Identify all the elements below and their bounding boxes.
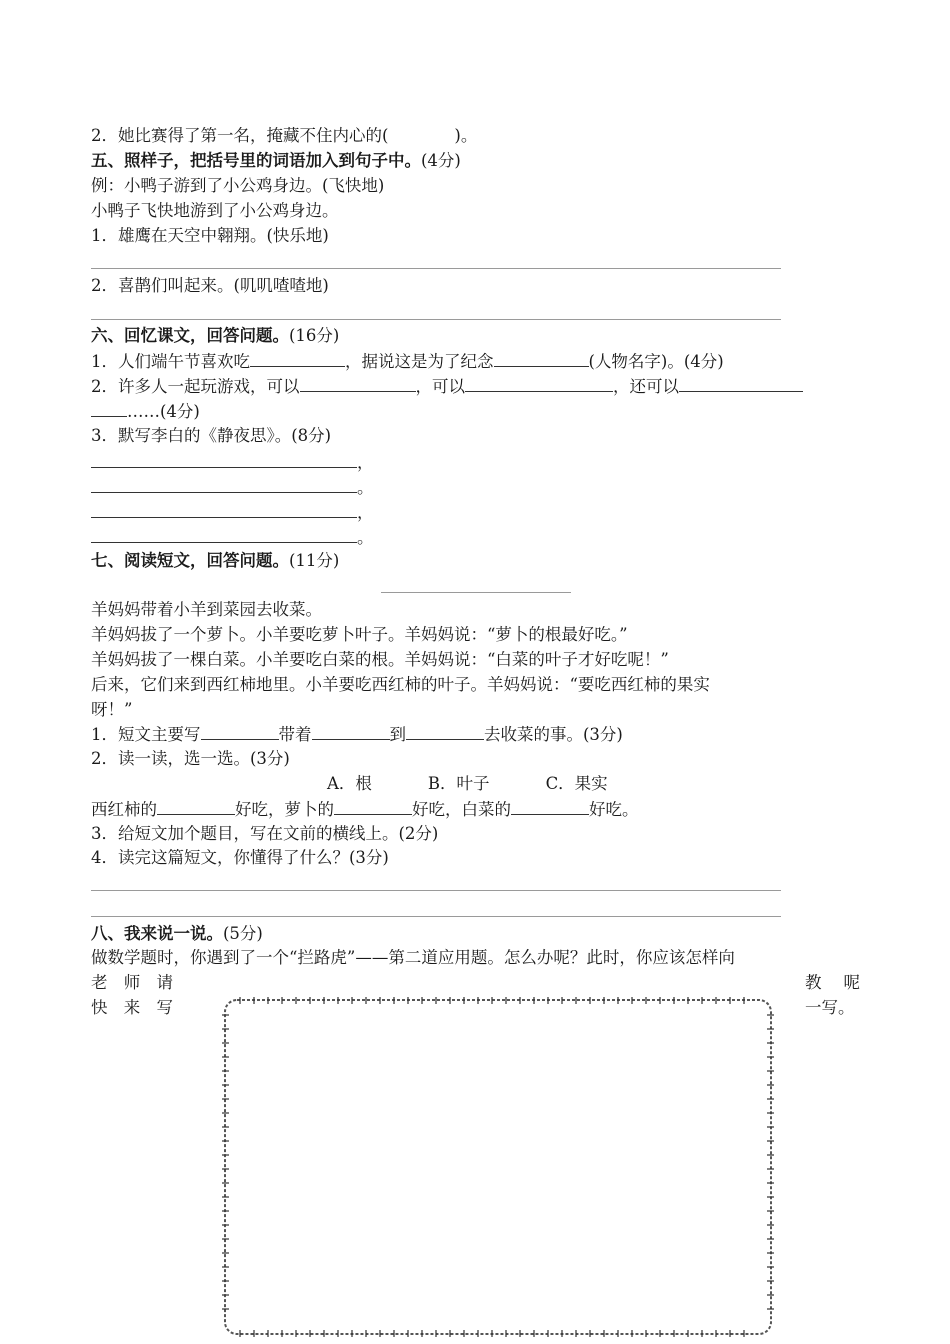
section-7-q1 bbox=[91, 722, 623, 747]
poem-line-3 bbox=[91, 500, 374, 525]
section-7-title: 七、阅读短文，回答问题。 bbox=[91, 551, 289, 570]
section-8-title: 八、我来说一说。 bbox=[91, 924, 223, 943]
fill-blank[interactable] bbox=[494, 349, 589, 367]
q2-text-b: ，可以 bbox=[415, 377, 465, 396]
option-a: A．根 bbox=[327, 774, 372, 793]
q1-text-b: ，据说这是为了纪念 bbox=[345, 352, 494, 371]
passage-p2: 羊妈妈拔了一个萝卜。小羊要吃萝卜叶子。羊妈妈说：“萝卜的根最好吃。” bbox=[91, 625, 628, 644]
section-7-score: (11分) bbox=[289, 551, 340, 570]
char: 师 bbox=[123, 973, 141, 992]
passage-p3: 羊妈妈拔了一棵白菜。小羊要吃白菜的根。羊妈妈说：“白菜的叶子才好吃呢！” bbox=[91, 650, 669, 669]
section-8-heading bbox=[91, 922, 263, 946]
q2-text-a: 2．许多人一起玩游戏，可以 bbox=[91, 377, 300, 396]
section-6-q2 bbox=[91, 374, 803, 399]
fill-text-a: 西红柿的 bbox=[91, 800, 157, 819]
char: 来 bbox=[123, 998, 141, 1017]
section-5-heading bbox=[91, 149, 461, 173]
section-8-score: (5分) bbox=[223, 924, 263, 943]
char: 教 bbox=[805, 973, 822, 992]
punct: ， bbox=[357, 503, 374, 522]
punct: 。 bbox=[357, 528, 374, 547]
section-5-q2: 2．喜鹊们叫起来。(叽叽喳喳地) bbox=[91, 276, 329, 295]
section-5-title: 五、照样子，把括号里的词语加入到句子中。 bbox=[91, 151, 421, 170]
q1-text-c: (人物名字)。(4分) bbox=[588, 352, 724, 371]
passage-p4: 后来，它们来到西红柿地里。小羊要吃西红柿的叶子。羊妈妈说：“要吃西红柿的果实 bbox=[91, 675, 710, 694]
passage-title-line[interactable] bbox=[381, 592, 571, 593]
char: 写 bbox=[156, 998, 173, 1017]
section-8-left-col-2 bbox=[91, 996, 173, 1020]
fill-blank[interactable] bbox=[250, 349, 345, 367]
section-7-fill bbox=[91, 797, 639, 822]
poem-line-4 bbox=[91, 525, 374, 550]
section-8-left-col-1 bbox=[91, 971, 173, 995]
q2-text-d: ……(4分) bbox=[127, 402, 200, 421]
question-2-prev: 2．她比赛得了第一名，掩藏不住内心的( )。 bbox=[91, 126, 478, 145]
punct: 。 bbox=[357, 478, 374, 497]
fill-blank[interactable] bbox=[91, 475, 357, 493]
char: 快 bbox=[91, 998, 108, 1017]
answer-line[interactable] bbox=[91, 319, 781, 320]
section-6-heading bbox=[91, 324, 339, 348]
fill-blank[interactable] bbox=[679, 374, 803, 392]
section-5-example-answer: 小鸭子飞快地游到了小公鸡身边。 bbox=[91, 201, 339, 220]
fill-blank[interactable] bbox=[157, 797, 235, 815]
section-5-score: (4分) bbox=[421, 151, 461, 170]
section-6-score: (16分) bbox=[289, 326, 340, 345]
fill-blank[interactable] bbox=[201, 722, 279, 740]
option-b: B．叶子 bbox=[427, 774, 490, 793]
section-6-q2-cont bbox=[91, 399, 200, 424]
q1-text-d: 去收菜的事。(3分) bbox=[484, 725, 623, 744]
fill-blank[interactable] bbox=[465, 374, 613, 392]
fill-blank[interactable] bbox=[91, 500, 357, 518]
section-7-q3: 3．给短文加个题目，写在文前的横线上。(2分) bbox=[91, 824, 439, 843]
frame-ticks bbox=[222, 997, 774, 1337]
section-8-right-col-1 bbox=[805, 971, 860, 995]
section-6-q1 bbox=[91, 349, 724, 374]
fill-blank[interactable] bbox=[406, 722, 484, 740]
fill-blank[interactable] bbox=[91, 450, 357, 468]
section-8-line1: 做数学题时，你遇到了一个“拦路虎”——第二道应用题。怎么办呢？此时，你应该怎样向 bbox=[91, 948, 735, 967]
fill-text-c: 好吃，白菜的 bbox=[412, 800, 511, 819]
fill-blank[interactable] bbox=[91, 525, 357, 543]
q1-text-a: 1．人们端午节喜欢吃 bbox=[91, 352, 250, 371]
fill-text-d: 好吃。 bbox=[589, 800, 639, 819]
q2-text-c: ，还可以 bbox=[613, 377, 679, 396]
choice-options bbox=[327, 772, 608, 796]
passage-p4-cont: 呀！” bbox=[91, 700, 133, 719]
section-7-heading bbox=[91, 549, 339, 573]
section-7-q4: 4．读完这篇短文，你懂得了什么？(3分) bbox=[91, 848, 389, 867]
fill-text-b: 好吃，萝卜的 bbox=[235, 800, 334, 819]
writing-frame[interactable] bbox=[222, 997, 774, 1337]
option-c: C．果实 bbox=[545, 774, 608, 793]
answer-line[interactable] bbox=[91, 890, 781, 891]
punct: ， bbox=[357, 453, 374, 472]
q1-text-b: 带着 bbox=[278, 725, 312, 744]
fill-blank[interactable] bbox=[300, 374, 416, 392]
poem-line-1 bbox=[91, 450, 374, 475]
frame-border bbox=[225, 1000, 771, 1334]
section-6-title: 六、回忆课文，回答问题。 bbox=[91, 326, 289, 345]
section-6-q3: 3．默写李白的《静夜思》。(8分) bbox=[91, 426, 332, 445]
fill-blank[interactable] bbox=[511, 797, 589, 815]
char: 呢 bbox=[843, 973, 860, 992]
q1-text-c: 到 bbox=[389, 725, 406, 744]
char: 老 bbox=[91, 973, 108, 992]
answer-line[interactable] bbox=[91, 268, 781, 269]
q1-text-a: 1．短文主要写 bbox=[91, 725, 201, 744]
fill-blank[interactable] bbox=[312, 722, 390, 740]
section-5-q1: 1．雄鹰在天空中翱翔。(快乐地) bbox=[91, 226, 329, 245]
passage-p1: 羊妈妈带着小羊到菜园去收菜。 bbox=[91, 600, 322, 619]
poem-line-2 bbox=[91, 475, 374, 500]
fill-blank[interactable] bbox=[91, 399, 127, 417]
section-5-example: 例：小鸭子游到了小公鸡身边。(飞快地) bbox=[91, 176, 385, 195]
section-8-right-col-2: 一写。 bbox=[805, 998, 855, 1017]
char: 请 bbox=[156, 973, 173, 992]
answer-line[interactable] bbox=[91, 916, 781, 917]
section-7-q2: 2．读一读，选一选。(3分) bbox=[91, 749, 290, 768]
fill-blank[interactable] bbox=[334, 797, 412, 815]
